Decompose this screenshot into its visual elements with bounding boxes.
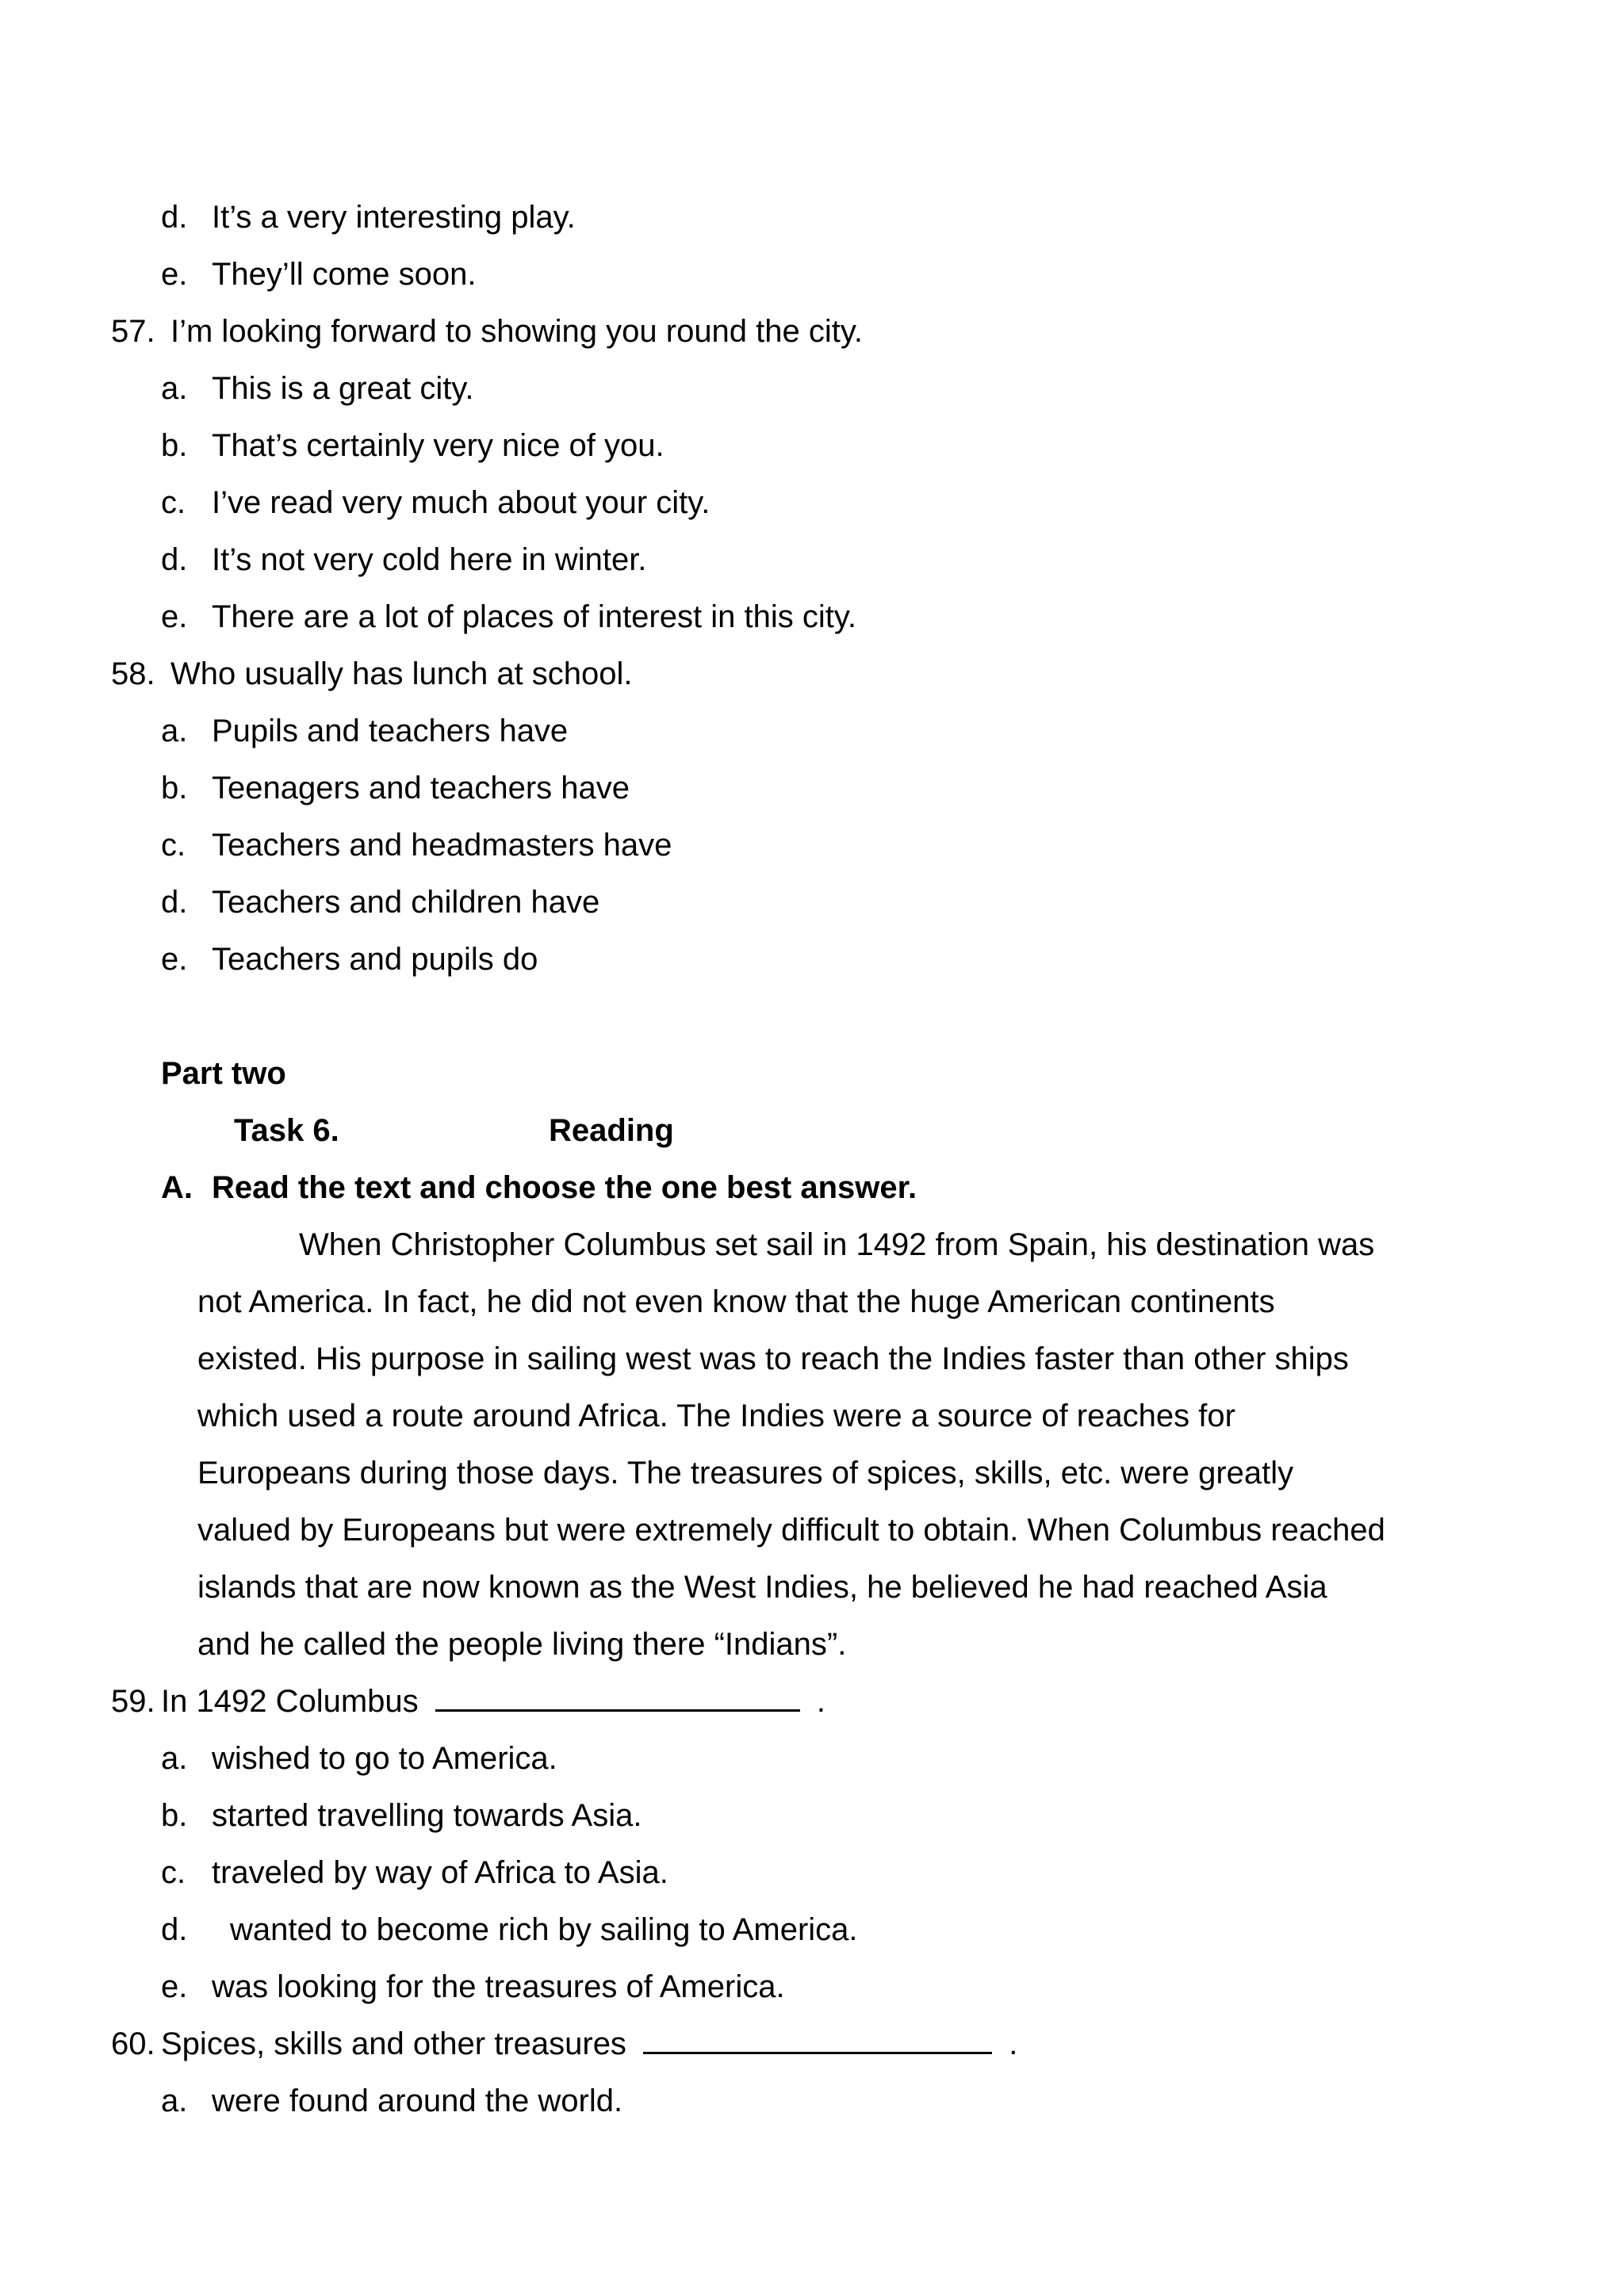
option-text: That’s certainly very nice of you. [212,428,665,463]
question-end: . [816,1684,826,1719]
option-letter: e. [161,1969,188,2004]
instruction-letter: A. [161,1170,193,1205]
question-stem: Spices, skills and other treasures [161,2026,626,2061]
option-text: Teachers and children have [212,885,600,920]
passage-line: not America. In fact, he did not even know that the huge American continents [197,1284,1275,1319]
option-text: It’s a very interesting play. [212,200,576,235]
question-text: Who usually has lunch at school. [170,656,633,691]
option-text: I’ve read very much about your city. [212,485,710,520]
option-text: It’s not very cold here in winter. [212,542,647,577]
option-text: started travelling towards Asia. [212,1798,642,1833]
option-letter: c. [161,1855,186,1890]
option-letter: d. [161,1912,188,1947]
option-letter: d. [161,542,188,577]
option-letter: e. [161,257,188,292]
question-end: . [1009,2026,1018,2061]
question-number: 57. [111,314,155,349]
option-letter: d. [161,200,188,235]
task-label: Task 6. [234,1113,339,1148]
passage-line: When Christopher Columbus set sail in 1492 from Spain, his destination was [299,1227,1375,1262]
option-text: They’ll come soon. [212,257,477,292]
passage-line: Europeans during those days. The treasures of spices, skills, etc. were greatly [197,1456,1294,1490]
option-text: was looking for the treasures of America. [212,1969,785,2004]
option-text: Teenagers and teachers have [212,771,630,806]
option-letter: c. [161,828,186,863]
instruction-text: Read the text and choose the one best answer. [212,1170,917,1205]
option-letter: e. [161,599,188,634]
passage-line: and he called the people living there “Indians”. [197,1627,847,1662]
question-number: 60. [111,2026,155,2061]
answer-blank[interactable] [435,1682,800,1712]
option-letter: a. [161,2084,188,2118]
question-text [161,1682,825,1720]
passage-line: which used a route around Africa. The Indies were a source of reaches for [197,1399,1235,1433]
part-title: Part two [161,1056,286,1091]
question-number: 59. [111,1684,155,1719]
option-letter: a. [161,371,188,406]
option-letter: b. [161,771,188,806]
option-letter: b. [161,428,188,463]
passage-line: existed. His purpose in sailing west was to reach the Indies faster than other ships [197,1341,1349,1376]
option-text: wanted to become rich by sailing to America. [230,1912,858,1947]
option-text: Teachers and pupils do [212,942,538,977]
option-letter: a. [161,1741,188,1776]
option-letter: d. [161,885,188,920]
option-text: There are a lot of places of interest in this city. [212,599,856,634]
answer-blank[interactable] [643,2025,992,2054]
option-text: wished to go to America. [212,1741,557,1776]
question-stem: In 1492 Columbus [161,1684,419,1719]
question-text [161,2025,1017,2063]
option-text: Teachers and headmasters have [212,828,672,863]
task-name: Reading [549,1113,674,1148]
option-text: Pupils and teachers have [212,714,569,748]
option-letter: e. [161,942,188,977]
option-text: were found around the world. [212,2084,623,2118]
option-letter: b. [161,1798,188,1833]
passage-line: islands that are now known as the West Indies, he believed he had reached Asia [197,1570,1327,1605]
question-number: 58. [111,656,155,691]
option-letter: a. [161,714,188,748]
question-text: I’m looking forward to showing you round the city. [170,314,864,349]
option-text: traveled by way of Africa to Asia. [212,1855,668,1890]
passage-line: valued by Europeans but were extremely difficult to obtain. When Columbus reached [197,1513,1385,1548]
option-text: This is a great city. [212,371,474,406]
option-letter: c. [161,485,186,520]
